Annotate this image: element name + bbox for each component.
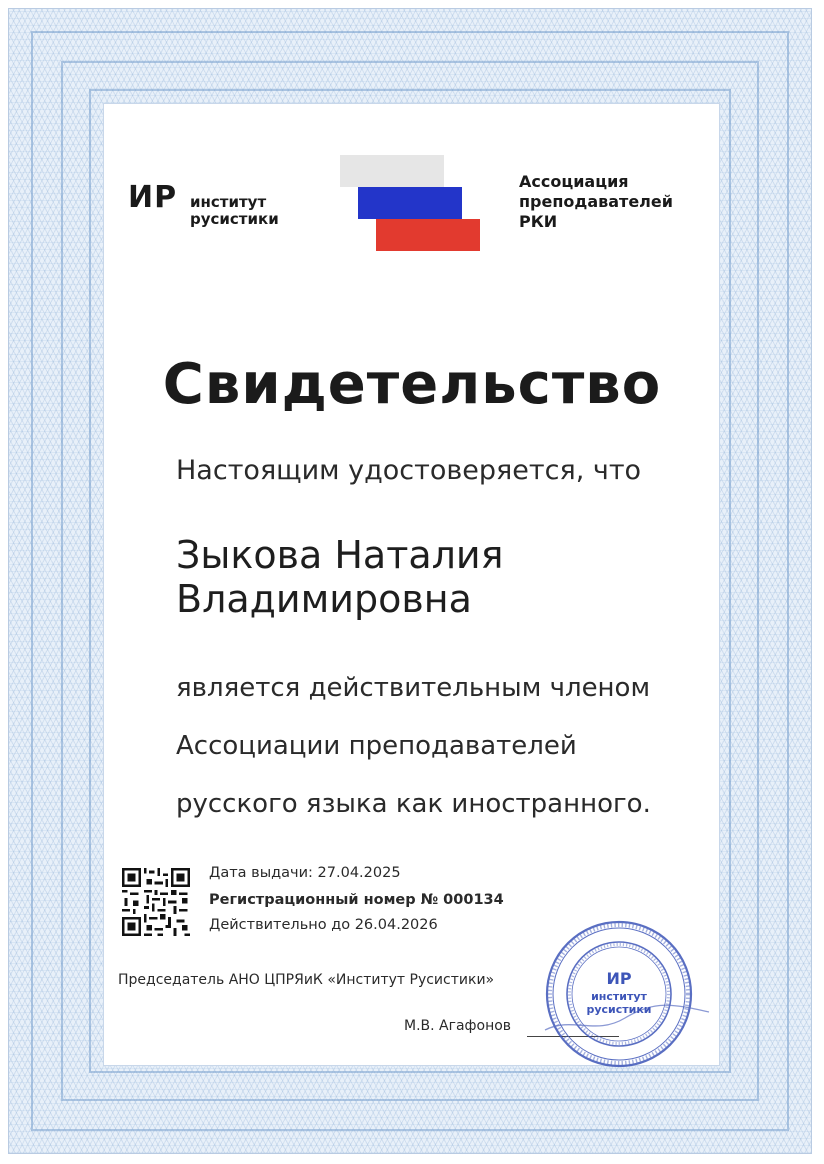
chair-title: Председатель АНО ЦПРЯиК «Институт Русистики»	[118, 972, 495, 988]
qr-code	[122, 868, 190, 936]
issue-date: Дата выдачи: 27.04.2025	[209, 865, 401, 881]
official-seal	[533, 908, 723, 1072]
holder-name-line1: Зыкова Наталия	[176, 533, 504, 577]
seal-mark: ИР	[606, 969, 632, 988]
institute-logo-mark: ИР	[128, 180, 178, 215]
holder-name-line2: Владимировна	[176, 577, 472, 621]
seal-text-2: русистики	[586, 1003, 652, 1016]
body-line-3: русского языка как иностранного.	[176, 789, 651, 819]
signer-name: М.В. Агафонов	[404, 1018, 512, 1034]
association-line1: Ассоциация	[519, 172, 629, 191]
certify-text: Настоящим удостоверяется, что	[176, 455, 642, 486]
association-line2: преподавателей	[519, 192, 673, 211]
seal-text-1: институт	[591, 990, 647, 1003]
flag-red-stripe	[376, 219, 480, 251]
institute-logo-line1: институт	[190, 193, 267, 211]
registration-number: Регистрационный номер № 000134	[209, 892, 504, 908]
certificate-title: Свидетельство	[162, 352, 662, 417]
flag-white-stripe	[340, 155, 444, 187]
institute-logo-text	[190, 194, 310, 228]
body-line-1: является действительным членом	[176, 673, 651, 703]
institute-logo-line2: русистики	[190, 210, 279, 228]
association-line3: РКИ	[519, 212, 558, 231]
holder-name	[176, 533, 656, 621]
body-line-2: Ассоциации преподавателей	[176, 731, 577, 761]
flag-blue-stripe	[358, 187, 462, 219]
valid-until: Действительно до 26.04.2026	[209, 917, 438, 933]
association-logo-text	[519, 172, 719, 232]
